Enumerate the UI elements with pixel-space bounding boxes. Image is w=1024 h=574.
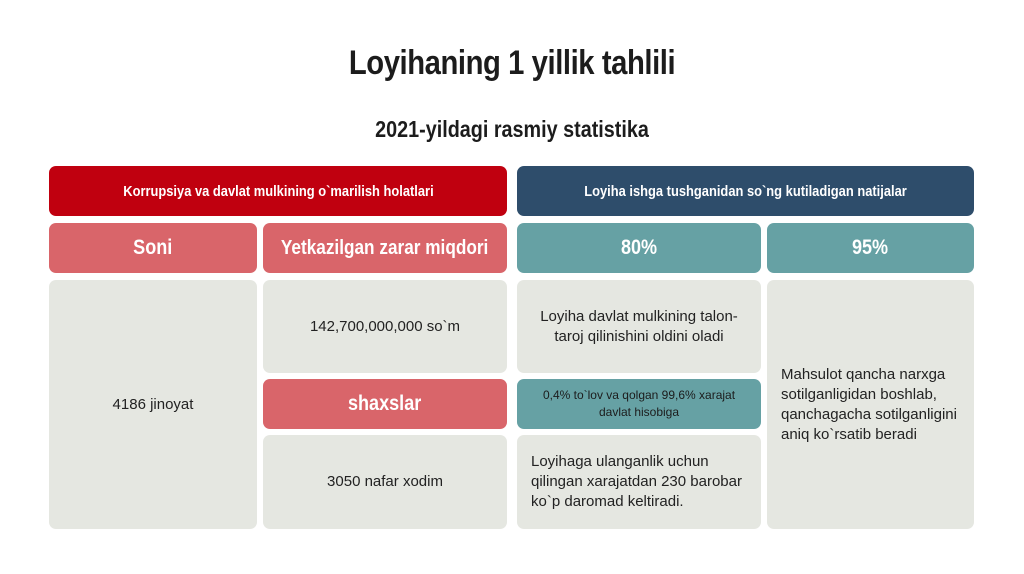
percent-80-header-text: 80%	[620, 236, 658, 259]
payment-note-cell	[517, 379, 761, 429]
right-section-header-text: Loyiha ishga tushganidan so`ng kutiladigan natijalar	[584, 182, 907, 200]
persons-value: 3050 nafar xodim	[327, 473, 443, 490]
result-price-tracking-text: Mahsulot qancha narxga sotilganligidan boshlab, qanchagacha sotilganligini aniq ko`rsatib beradi	[781, 365, 957, 443]
result-price-tracking-cell	[767, 280, 974, 529]
damage-column-header	[263, 223, 507, 273]
persons-header-text: shaxslar	[348, 392, 422, 415]
result-income-text: Loyihaga ulanganlik uchun qilingan xarajatdan 230 barobar ko`p daromad keltiradi.	[531, 453, 742, 510]
persons-value-cell	[263, 435, 507, 529]
crime-count-cell	[49, 280, 257, 529]
percent-95-header	[767, 223, 974, 273]
crime-count-value: 4186 jinoyat	[112, 395, 194, 413]
slide-title: Loyihaning 1 yillik tahlili	[348, 44, 676, 82]
percent-95-header-text: 95%	[852, 236, 889, 259]
damage-column-header-text: Yetkazilgan zarar miqdori	[281, 236, 489, 259]
percent-80-header	[517, 223, 761, 273]
result-income-cell	[517, 435, 761, 529]
damage-value: 142,700,000,000 so`m	[309, 317, 461, 335]
result-theft-prevention-text: Loyiha davlat mulkining talon-taroj qilinishini oldini oladi	[540, 307, 738, 345]
damage-value-cell	[263, 280, 507, 373]
result-theft-prevention-cell	[517, 280, 761, 373]
left-section-header	[49, 166, 507, 216]
count-column-header-text: Soni	[133, 236, 173, 259]
right-section-header	[517, 166, 974, 216]
left-section-header-text: Korrupsiya va davlat mulkining o`marilish holatlari	[122, 182, 434, 200]
payment-note-text: 0,4% to`lov va qolgan 99,6% xarajat davlat hisobiga	[542, 388, 736, 419]
count-column-header	[49, 223, 257, 273]
slide-subtitle: 2021-yildagi rasmiy statistika	[375, 116, 649, 142]
persons-header	[263, 379, 507, 429]
